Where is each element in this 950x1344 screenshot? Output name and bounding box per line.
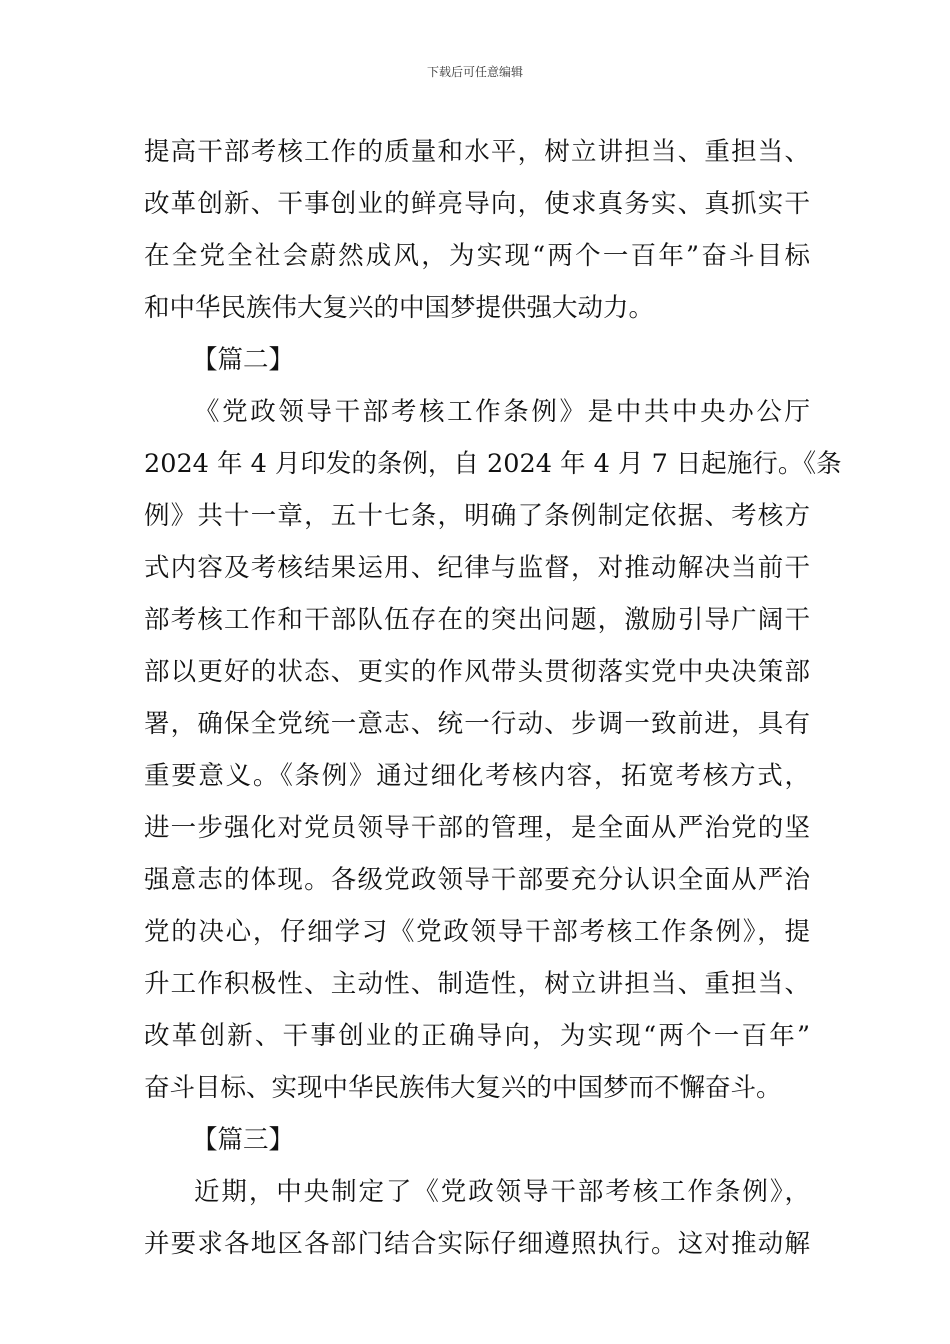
text-line: 党的决心，仔细学习《党政领导干部考核工作条例》，提 [144, 917, 810, 947]
text-line: 强意志的体现。各级党政领导干部要充分认识全面从严治 [144, 865, 810, 895]
text-line: 部以更好的状态、更实的作风带头贯彻落实党中央决策部 [144, 657, 810, 687]
text-line: 并要求各地区各部门结合实际仔细遵照执行。这对推动解 [144, 1229, 810, 1259]
text-line: 式内容及考核结果运用、纪律与监督，对推动解决当前干 [144, 553, 810, 583]
text-line: 例》共十一章，五十七条，明确了条例制定依据、考核方 [144, 501, 810, 531]
text-line: 进一步强化对党员领导干部的管理，是全面从严治党的坚 [144, 813, 810, 843]
section-heading-2: 【篇二】 [192, 345, 295, 375]
text-line: 近期，中央制定了《党政领导干部考核工作条例》， [194, 1177, 810, 1207]
text-line: 升工作积极性、主动性、制造性，树立讲担当、重担当、 [144, 969, 810, 999]
text-line: 署，确保全党统一意志、统一行动、步调一致前进，具有 [144, 709, 810, 739]
page-header: 下载后可任意编辑 [426, 65, 523, 79]
text-line: 改革创新、干事创业的正确导向，为实现“两个一百年” [144, 1021, 810, 1051]
section-heading-3: 【篇三】 [192, 1125, 295, 1155]
text-line: 2024 年 4 月印发的条例，自 2024 年 4 月 7 日起施行。《条 [144, 449, 842, 479]
text-line: 奋斗目标、实现中华民族伟大复兴的中国梦而不懈奋斗。 [144, 1073, 782, 1103]
document-body [144, 126, 842, 1270]
text-line: 在全党全社会蔚然成风，为实现“两个一百年”奋斗目标 [144, 241, 810, 271]
text-line: 提高干部考核工作的质量和水平，树立讲担当、重担当、 [144, 137, 810, 167]
text-line: 和中华民族伟大复兴的中国梦提供强大动力。 [144, 293, 655, 323]
text-line: 重要意义。《条例》通过细化考核内容，拓宽考核方式， [144, 761, 810, 791]
text-line: 《党政领导干部考核工作条例》是中共中央办公厅 [194, 397, 810, 427]
text-line: 改革创新、干事创业的鲜亮导向，使求真务实、真抓实干 [144, 189, 810, 219]
text-line: 部考核工作和干部队伍存在的突出问题，激励引导广阔干 [144, 605, 810, 635]
